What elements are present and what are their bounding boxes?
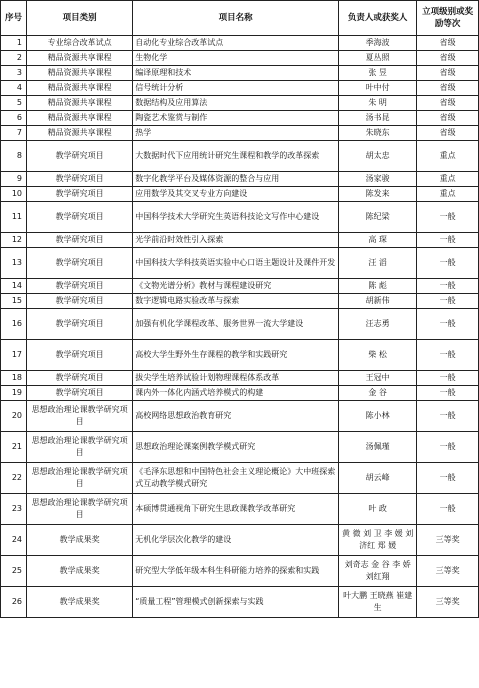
table-row <box>1 111 479 126</box>
project-category: 专业综合改革试点 <box>27 36 133 51</box>
table-row <box>1 386 479 401</box>
project-level: 一般 <box>417 463 479 494</box>
project-level: 一般 <box>417 371 479 386</box>
project-level: 一般 <box>417 401 479 432</box>
project-category: 思想政治理论课教学研究项目 <box>27 432 133 463</box>
project-level: 一般 <box>417 279 479 294</box>
project-leader: 高 琛 <box>339 233 417 248</box>
row-number: 21 <box>1 432 27 463</box>
project-category: 教学研究项目 <box>27 248 133 279</box>
table-row <box>1 202 479 233</box>
project-name: 《毛泽东思想和中国特色社会主义理论概论》大中班探索式互动教学模式研究 <box>133 463 339 494</box>
project-category: 教学研究项目 <box>27 309 133 340</box>
project-leader: 刘奇志 金 谷 李 娇 刘红翔 <box>339 556 417 587</box>
project-leader: 胡云峰 <box>339 463 417 494</box>
project-name: 拔尖学生培养试验计划物理课程体系改革 <box>133 371 339 386</box>
project-leader: 叶 政 <box>339 494 417 525</box>
project-leader: 汪 滔 <box>339 248 417 279</box>
project-category: 教学研究项目 <box>27 340 133 371</box>
project-category: 教学成果奖 <box>27 587 133 618</box>
table-row <box>1 432 479 463</box>
project-level: 一般 <box>417 233 479 248</box>
project-leader: 金 谷 <box>339 386 417 401</box>
header-name: 项目名称 <box>133 1 339 36</box>
table-row <box>1 248 479 279</box>
table-row <box>1 141 479 172</box>
table-row <box>1 36 479 51</box>
project-category: 教学研究项目 <box>27 386 133 401</box>
row-number: 15 <box>1 294 27 309</box>
project-name: 本硕博贯通视角下研究生思政课教学改革研究 <box>133 494 339 525</box>
project-category: 精品资源共享课程 <box>27 81 133 96</box>
row-number: 9 <box>1 172 27 187</box>
project-name: 数据结构及应用算法 <box>133 96 339 111</box>
row-number: 8 <box>1 141 27 172</box>
table-row <box>1 187 479 202</box>
row-number: 16 <box>1 309 27 340</box>
project-level: 一般 <box>417 248 479 279</box>
project-category: 教学研究项目 <box>27 294 133 309</box>
row-number: 1 <box>1 36 27 51</box>
row-number: 5 <box>1 96 27 111</box>
project-leader: 朱 明 <box>339 96 417 111</box>
project-category: 教学成果奖 <box>27 525 133 556</box>
project-leader: 王冠中 <box>339 371 417 386</box>
project-level: 一般 <box>417 202 479 233</box>
project-name: 光学前沿时效性引入探索 <box>133 233 339 248</box>
project-category: 精品资源共享课程 <box>27 66 133 81</box>
project-leader: 朱晓东 <box>339 126 417 141</box>
project-name: 研究型大学低年级本科生科研能力培养的探索和实践 <box>133 556 339 587</box>
table-row <box>1 556 479 587</box>
project-leader: 叶中付 <box>339 81 417 96</box>
row-number: 12 <box>1 233 27 248</box>
row-number: 19 <box>1 386 27 401</box>
table-row <box>1 81 479 96</box>
project-leader: 汪志勇 <box>339 309 417 340</box>
project-level: 省级 <box>417 36 479 51</box>
table-row <box>1 233 479 248</box>
project-level: 一般 <box>417 494 479 525</box>
project-name: 高校网络思想政治教育研究 <box>133 401 339 432</box>
table-row <box>1 66 479 81</box>
table-row <box>1 51 479 66</box>
project-category: 精品资源共享课程 <box>27 111 133 126</box>
project-leader: 陈纪梁 <box>339 202 417 233</box>
row-number: 14 <box>1 279 27 294</box>
project-name: 信号统计分析 <box>133 81 339 96</box>
project-level: 一般 <box>417 432 479 463</box>
row-number: 3 <box>1 66 27 81</box>
project-name: 大数据时代下应用统计研究生课程和教学的改革探索 <box>133 141 339 172</box>
project-level: 重点 <box>417 141 479 172</box>
project-category: 教学研究项目 <box>27 233 133 248</box>
row-number: 17 <box>1 340 27 371</box>
table-row <box>1 371 479 386</box>
project-name: 思想政治理论课案例教学模式研究 <box>133 432 339 463</box>
project-name: 无机化学层次化教学的建设 <box>133 525 339 556</box>
project-level: 一般 <box>417 386 479 401</box>
table-row <box>1 401 479 432</box>
project-category: 思想政治理论课教学研究项目 <box>27 494 133 525</box>
table-body <box>1 36 479 618</box>
project-leader: 汤佩瑾 <box>339 432 417 463</box>
project-category: 教学研究项目 <box>27 141 133 172</box>
project-category: 精品资源共享课程 <box>27 96 133 111</box>
project-level: 省级 <box>417 96 479 111</box>
row-number: 20 <box>1 401 27 432</box>
row-number: 6 <box>1 111 27 126</box>
header-no: 序号 <box>1 1 27 36</box>
project-leader: 叶大鹏 王晓燕 崔建生 <box>339 587 417 618</box>
table-row <box>1 587 479 618</box>
project-leader: 陈小林 <box>339 401 417 432</box>
project-level: 重点 <box>417 172 479 187</box>
row-number: 11 <box>1 202 27 233</box>
table-row <box>1 172 479 187</box>
row-number: 13 <box>1 248 27 279</box>
project-name: 陶瓷艺术鉴赏与制作 <box>133 111 339 126</box>
project-leader: 陈 彪 <box>339 279 417 294</box>
project-name: 热学 <box>133 126 339 141</box>
table-row <box>1 525 479 556</box>
project-category: 教学研究项目 <box>27 187 133 202</box>
project-name: 中国科学技术大学研究生英语科技论文写作中心建设 <box>133 202 339 233</box>
row-number: 4 <box>1 81 27 96</box>
project-level: 省级 <box>417 111 479 126</box>
project-level: 三等奖 <box>417 556 479 587</box>
project-leader: 胡新伟 <box>339 294 417 309</box>
table-header <box>1 1 479 36</box>
project-level: 一般 <box>417 309 479 340</box>
table-row <box>1 463 479 494</box>
project-level: 一般 <box>417 294 479 309</box>
project-category: 教学研究项目 <box>27 279 133 294</box>
row-number: 23 <box>1 494 27 525</box>
project-name: 加强有机化学课程改革、服务世界一流大学建设 <box>133 309 339 340</box>
table-row <box>1 96 479 111</box>
project-level: 一般 <box>417 340 479 371</box>
header-level: 立项级别或奖励等次 <box>417 1 479 36</box>
table-row <box>1 340 479 371</box>
project-leader: 夏丛照 <box>339 51 417 66</box>
project-category: 教学研究项目 <box>27 202 133 233</box>
project-leader: 黄 微 刘 卫 李 媛 刘济红 郑 媛 <box>339 525 417 556</box>
table-row <box>1 126 479 141</box>
project-name: 课内外一体化内涵式培养模式的构建 <box>133 386 339 401</box>
project-category: 教学研究项目 <box>27 172 133 187</box>
project-category: 精品资源共享课程 <box>27 51 133 66</box>
table-row <box>1 279 479 294</box>
table-row <box>1 309 479 340</box>
project-category: 教学成果奖 <box>27 556 133 587</box>
project-level: 三等奖 <box>417 525 479 556</box>
row-number: 18 <box>1 371 27 386</box>
project-name: 应用数学及其交叉专业方向建设 <box>133 187 339 202</box>
project-leader: 季海波 <box>339 36 417 51</box>
project-name: 编译原理和技术 <box>133 66 339 81</box>
project-name: 高校大学生野外生存课程的教学和实践研究 <box>133 340 339 371</box>
header-leader: 负责人或获奖人 <box>339 1 417 36</box>
project-category: 教学研究项目 <box>27 371 133 386</box>
project-category: 思想政治理论课教学研究项目 <box>27 463 133 494</box>
project-category: 思想政治理论课教学研究项目 <box>27 401 133 432</box>
project-level: 省级 <box>417 51 479 66</box>
project-leader: 陈发来 <box>339 187 417 202</box>
row-number: 22 <box>1 463 27 494</box>
project-name: 数字逻辑电路实验改革与探索 <box>133 294 339 309</box>
project-leader: 柴 松 <box>339 340 417 371</box>
project-name: 中国科技大学科技英语实验中心口语主题设计及课件开发 <box>133 248 339 279</box>
row-number: 2 <box>1 51 27 66</box>
row-number: 26 <box>1 587 27 618</box>
row-number: 7 <box>1 126 27 141</box>
project-name: 生物化学 <box>133 51 339 66</box>
project-name: 《文物光谱分析》教材与课程建设研究 <box>133 279 339 294</box>
project-name: 数字化教学平台及媒体资源的整合与应用 <box>133 172 339 187</box>
row-number: 10 <box>1 187 27 202</box>
project-level: 省级 <box>417 66 479 81</box>
project-leader: 张 昱 <box>339 66 417 81</box>
project-level: 省级 <box>417 81 479 96</box>
project-leader: 汤书昆 <box>339 111 417 126</box>
project-leader: 胡太忠 <box>339 141 417 172</box>
project-name: “质量工程”管理模式创新探索与实践 <box>133 587 339 618</box>
project-name: 自动化专业综合改革试点 <box>133 36 339 51</box>
project-category: 精品资源共享课程 <box>27 126 133 141</box>
header-category: 项目类别 <box>27 1 133 36</box>
project-level: 省级 <box>417 126 479 141</box>
row-number: 25 <box>1 556 27 587</box>
row-number: 24 <box>1 525 27 556</box>
project-leader: 汤家骏 <box>339 172 417 187</box>
project-level: 重点 <box>417 187 479 202</box>
project-level: 三等奖 <box>417 587 479 618</box>
table-row <box>1 294 479 309</box>
table-row <box>1 494 479 525</box>
